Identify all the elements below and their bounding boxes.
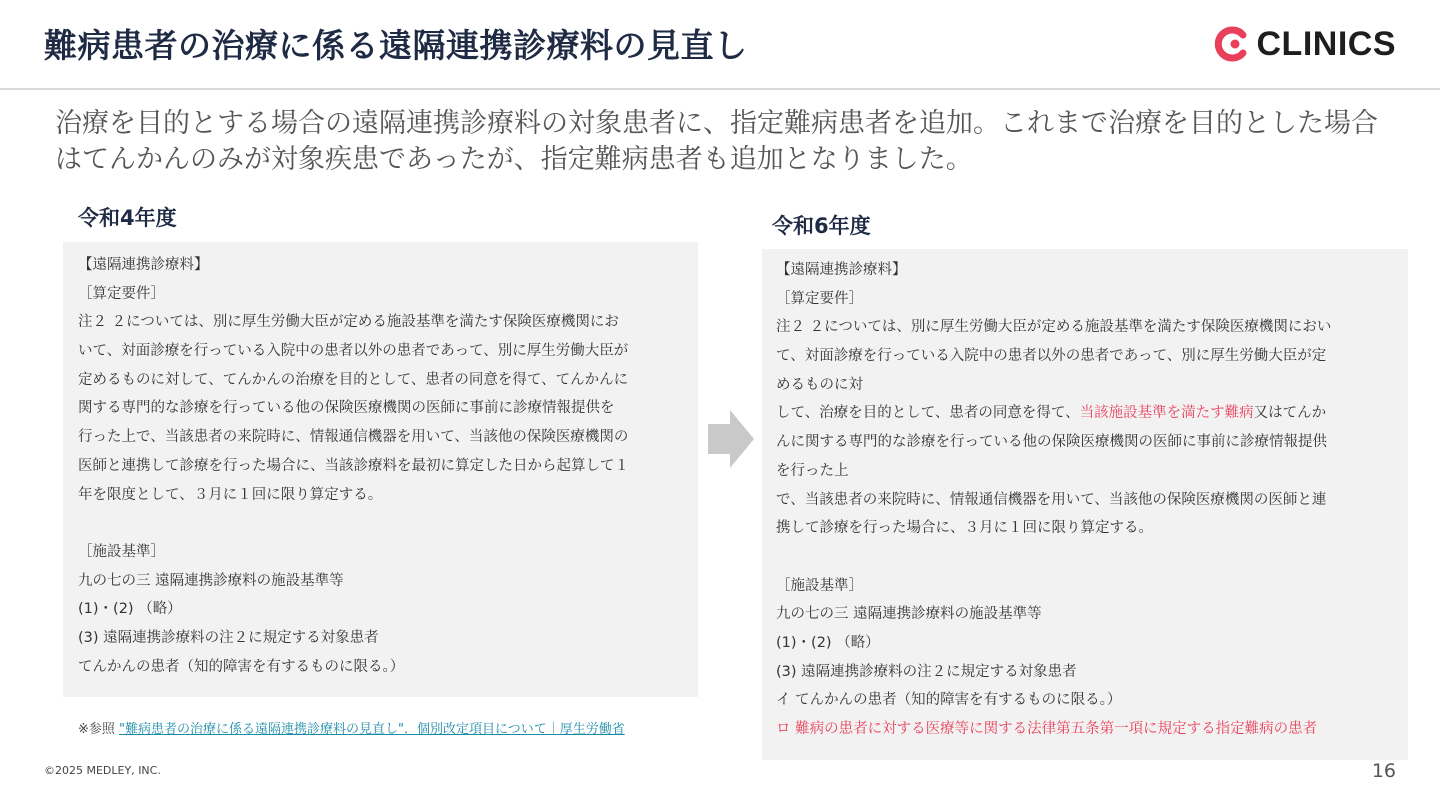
right-line: て、対面診療を行っている入院中の患者以外の患者であって、別に厚生労働大臣が定 [776,348,1327,365]
right-line: (3) 遠隔連携診療料の注２に規定する対象患者 [776,663,1077,680]
right-line: 携して診療を行った場合に、３月に１回に限り算定する。 [776,520,1153,537]
page-title: 難病患者の治療に係る遠隔連携診療料の見直し [44,26,748,65]
copyright: ©2025 MEDLEY, INC. [44,764,161,777]
right-line: で、当該患者の来院時に、情報通信機器を用いて、当該他の保険医療機関の医師と連 [776,491,1327,508]
reference-link[interactable]: "難病患者の治療に係る遠隔連携診療料の見直し"．個別改定項目について｜厚生労働省 [119,722,625,737]
left-line: ［施設基準］ [78,543,165,560]
header [0,0,1440,90]
left-line: 注２ ２については、別に厚生労働大臣が定める施設基準を満たす保険医療機関にお [78,314,619,331]
left-line: 九の七の三 遠隔連携診療料の施設基準等 [78,572,344,589]
left-line: いて、対面診療を行っている入院中の患者以外の患者であって、別に厚生労働大臣が [78,343,629,360]
right-line: 【遠隔連携診療料】 [776,262,907,278]
left-line: 【遠隔連携診療料】 [78,257,209,273]
right-line: ［施設基準］ [776,577,863,594]
clinics-logo [1213,24,1397,64]
reference-prefix: ※参照 [78,722,115,737]
right-line: を行った上 [776,462,849,479]
right-column-label: 令和6年度 [772,214,871,238]
lead-text: 治療を目的とする場合の遠隔連携診療料の対象患者に、指定難病患者を追加。これまで治療を目的とした場合はてんかんのみが対象疾患であったが、指定難病患者も追加となりました。 [55,108,1378,175]
right-line: (1)・(2) （略） [776,634,880,651]
clinics-logo-icon [1213,26,1249,62]
left-line: てんかんの患者（知的障害を有するものに限る。） [78,658,405,675]
right-line: ［算定要件］ [776,290,863,307]
left-text-box [63,242,698,697]
left-line: (1)・(2) （略） [78,601,182,618]
right-line: 注２ ２については、別に厚生労働大臣が定める施設基準を満たす保険医療機関におい [776,319,1332,336]
right-text-box [762,249,1408,760]
right-line-highlighted [776,399,1408,428]
left-line: 行った上で、当該患者の来院時に、情報通信機器を用いて、当該他の保険医療機関の [78,429,629,446]
left-line: 医師と連携して診療を行った場合に、当該診療料を最初に算定した日から起算して１ [78,457,629,474]
page-number: 16 [1371,760,1396,782]
right-line: めるものに対 [776,376,863,393]
right-line-part: 又はてんか [1253,405,1327,422]
right-line: んに関する専門的な診療を行っている他の保険医療機関の医師に事前に診療情報提供 [776,434,1327,451]
left-column-label: 令和4年度 [78,206,177,230]
right-line-part: して、治療を目的として、患者の同意を得て、 [776,405,1080,422]
blank-line [78,509,698,538]
left-line: ［算定要件］ [78,285,165,302]
blank-line [776,543,1408,572]
right-arrow-icon [708,410,754,468]
left-line: 年を限度として、３月に１回に限り算定する。 [78,486,383,503]
left-line: 定めるものに対して、てんかんの治療を目的として、患者の同意を得て、てんかんに [78,371,629,388]
right-line: 九の七の三 遠隔連携診療料の施設基準等 [776,606,1042,623]
right-line-highlighted: ロ 難病の患者に対する医療等に関する法律第五条第一項に規定する指定難病の患者 [776,721,1318,737]
left-line: (3) 遠隔連携診療料の注２に規定する対象患者 [78,629,379,646]
left-line: 関する専門的な診療を行っている他の保険医療機関の医師に事前に診療情報提供を [78,400,615,417]
logo-text: CLINICS [1256,24,1396,63]
highlight-text: 当該施設基準を満たす難病 [1079,405,1254,422]
right-line: イ てんかんの患者（知的障害を有するものに限る。） [776,692,1122,709]
reference-note [78,718,625,737]
